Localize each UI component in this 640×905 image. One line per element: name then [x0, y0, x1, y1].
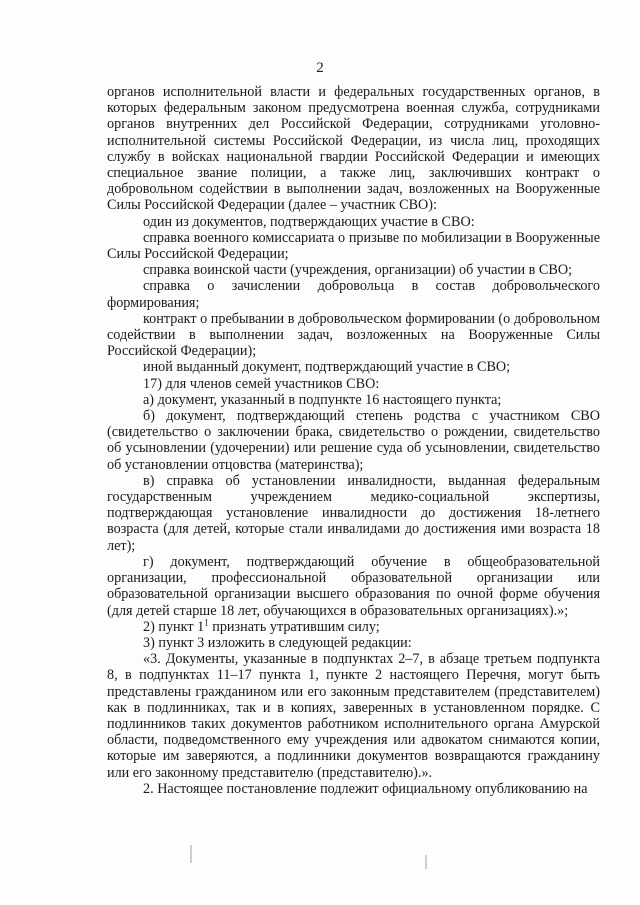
- paragraph: справка военного комиссариата о призыве по мобилизации в Вооруженные Силы Российской Федерации;: [107, 229, 600, 263]
- paragraph: б) документ, подтверждающий степень родства с участником СВО (свидетельство о заключении брака, свидетельство о рождении, свидетельство об усыновлении (удочерении) или решение суда об усыновлении, свидетельство об установлении отцовства (материнства);: [107, 408, 600, 473]
- paragraph: г) документ, подтверждающий обучение в общеобразовательной организации, профессиональной образовательной организации или образовательной организации высшего образования по очной форме обучения (для детей старше 18 лет, обучающихся в образовательных организациях).»;: [107, 553, 600, 619]
- paragraph: 3) пункт 3 изложить в следующей редакции:: [143, 634, 412, 651]
- page-number: 2: [316, 60, 324, 76]
- paragraph: один из документов, подтверждающих участие в СВО:: [143, 213, 475, 230]
- document-body: [107, 84, 600, 797]
- item-2-superscript: 1: [204, 616, 209, 627]
- paragraph: органов исполнительной власти и федеральных государственных органов, в которых федеральным законом предусмотрена военная служба, сотрудниками органов внутренних дел Российской Федерации, сотрудниками уголовно-исполнительной системы Российской Федерации, из числа лиц, проходящих службу в войсках национальной гвардии Российской Федерации и имеющих специальное звание полиции, а также лиц, заключивших контракт о добровольном содействии в выполнении задач, возложенных на Вооруженные Силы Российской Федерации (далее – участник СВО):: [107, 84, 600, 214]
- paragraph: контракт о пребывании в добровольческом формировании (о добровольном содействии в выполнении задач, возложенных на Вооруженные Силы Российской Федерации);: [107, 310, 600, 360]
- paragraph: справка воинской части (учреждения, организации) об участии в СВО;: [143, 262, 573, 279]
- paragraph: иной выданный документ, подтверждающий участие в СВО;: [143, 359, 511, 376]
- paragraph: справка о зачислении добровольца в состав добровольческого формирования;: [107, 278, 600, 311]
- paragraph: а) документ, указанный в подпункте 16 настоящего пункта;: [143, 391, 502, 408]
- scan-artifact: [425, 855, 427, 869]
- paragraph: «3. Документы, указанные в подпунктах 2–7, в абзаце третьем подпункта 8, в подпунктах 11–17 пункта 1, пункте 2 настоящего Перечня, могут быть представлены гражданином или его законным представителем (представителем) как в подлинниках, так и в копиях, заверенных в установленном порядке. С подлинников таких документов работником исполнительного органа Амурской области, подведомственного ему учреждения или адвокатом снимаются копии, которые им заверяются, а подлинники документов возвращаются гражданину или его законному представителю (представителю).».: [107, 651, 600, 781]
- item-2-text-end: признать утратившим силу;: [208, 618, 380, 635]
- paragraph-item-2: [107, 616, 600, 635]
- paragraph: 17) для членов семей участников СВО:: [143, 375, 380, 392]
- item-2-text: 2) пункт 1: [143, 618, 205, 635]
- scan-artifact: [190, 845, 192, 863]
- paragraph: в) справка об установлении инвалидности, выданная федеральным государственным учреждением медико-социальной экспертизы, подтверждающая установление инвалидности до достижения 18-летнего возраста (для детей, которые стали инвалидами до достижения ими возраста 18 лет);: [107, 472, 600, 554]
- paragraph: 2. Настоящее постановление подлежит официальному опубликованию на: [143, 780, 588, 797]
